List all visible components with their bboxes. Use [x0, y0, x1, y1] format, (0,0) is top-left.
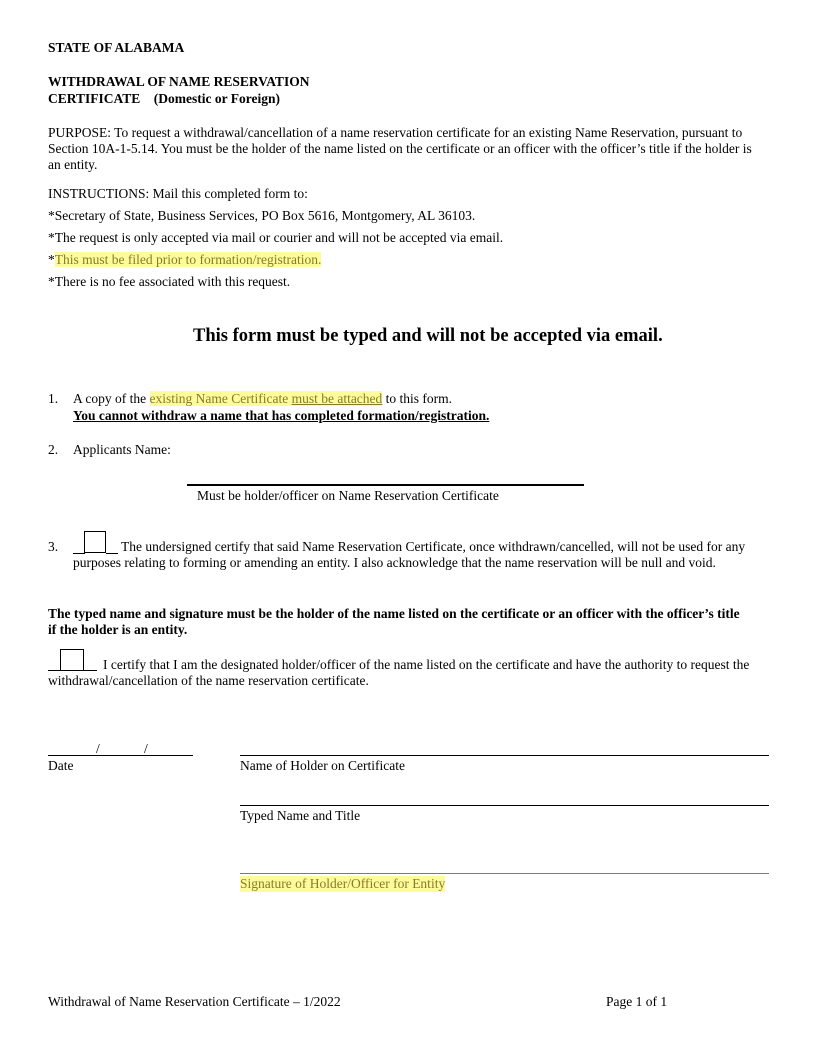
form-title-line1: WITHDRAWAL OF NAME RESERVATION [48, 74, 310, 89]
item1-post: to this form. [382, 391, 453, 406]
form-title-note: (Domestic or Foreign) [153, 91, 281, 106]
purpose-paragraph: PURPOSE: To request a withdrawal/cancellation of a name reservation certificate for an existing Name Reservation, pursuant to Section 10A-1-5.14. You must be the holder of the name listed on the certificate or an officer with the officer’s title if the holder is an entity. [48, 125, 752, 172]
item1-highlight-attached: must be attached [291, 391, 383, 406]
instruction-file-prior-highlight: This must be filed prior to formation/registration. [54, 252, 322, 267]
instruction-star: * [48, 252, 55, 267]
applicant-name-field[interactable] [187, 484, 584, 486]
instruction-mail-only: *The request is only accepted via mail or courier and will not be accepted via email. [48, 230, 504, 245]
item1-highlight-certificate: existing Name Certificate [149, 391, 292, 406]
item3-number: 3. [48, 539, 59, 554]
instruction-file-prior [48, 252, 321, 268]
form-title-certificate: CERTIFICATE [48, 91, 141, 106]
signature-label: Signature of Holder/Officer for Entity [240, 876, 446, 891]
footer-form-id: Withdrawal of Name Reservation Certificate – 1/2022 [48, 994, 341, 1009]
applicant-name-label: Applicants Name: [73, 442, 171, 457]
form-title-line2 [48, 91, 280, 107]
item1-number: 1. [48, 391, 59, 406]
footer-page-number: Page 1 of 1 [606, 994, 668, 1009]
date-field[interactable] [48, 755, 193, 756]
instruction-mail-address: *Secretary of State, Business Services, PO Box 5616, Montgomery, AL 36103. [48, 208, 476, 223]
item1-pre: A copy of the [73, 391, 150, 406]
item3-text: The undersigned certify that said Name Reservation Certificate, once withdrawn/cancelled, will not be used for any purposes relating to forming or amending an entity. I also acknowledge that the name reservation will be null and void. [73, 539, 746, 570]
signature-field[interactable] [240, 873, 769, 874]
typed-name-label: Typed Name and Title [240, 808, 361, 823]
item1-warning: You cannot withdraw a name that has completed formation/registration. [73, 408, 490, 423]
instructions-heading: INSTRUCTIONS: Mail this completed form to: [48, 186, 308, 201]
state-heading: STATE OF ALABAMA [48, 40, 185, 55]
typed-name-field[interactable] [240, 805, 769, 806]
certify-text: I certify that I am the designated holder/officer of the name listed on the certificate and have the authority to request the withdrawal/cancellation of the name reservation certificate. [48, 657, 750, 688]
date-slash-1: / [96, 741, 100, 756]
item2-number: 2. [48, 442, 59, 457]
applicant-name-caption: Must be holder/officer on Name Reservation Certificate [197, 488, 499, 503]
typed-notice: This form must be typed and will not be accepted via email. [193, 326, 663, 346]
instruction-no-fee: *There is no fee associated with this request. [48, 274, 291, 289]
signature-requirement-note: The typed name and signature must be the holder of the name listed on the certificate or an officer with the officer’s title if the holder is an entity. [48, 606, 740, 637]
item1-text [73, 391, 452, 407]
holder-name-field[interactable] [240, 755, 769, 756]
date-label: Date [48, 758, 74, 773]
holder-name-label: Name of Holder on Certificate [240, 758, 405, 773]
date-slash-2: / [144, 741, 148, 756]
